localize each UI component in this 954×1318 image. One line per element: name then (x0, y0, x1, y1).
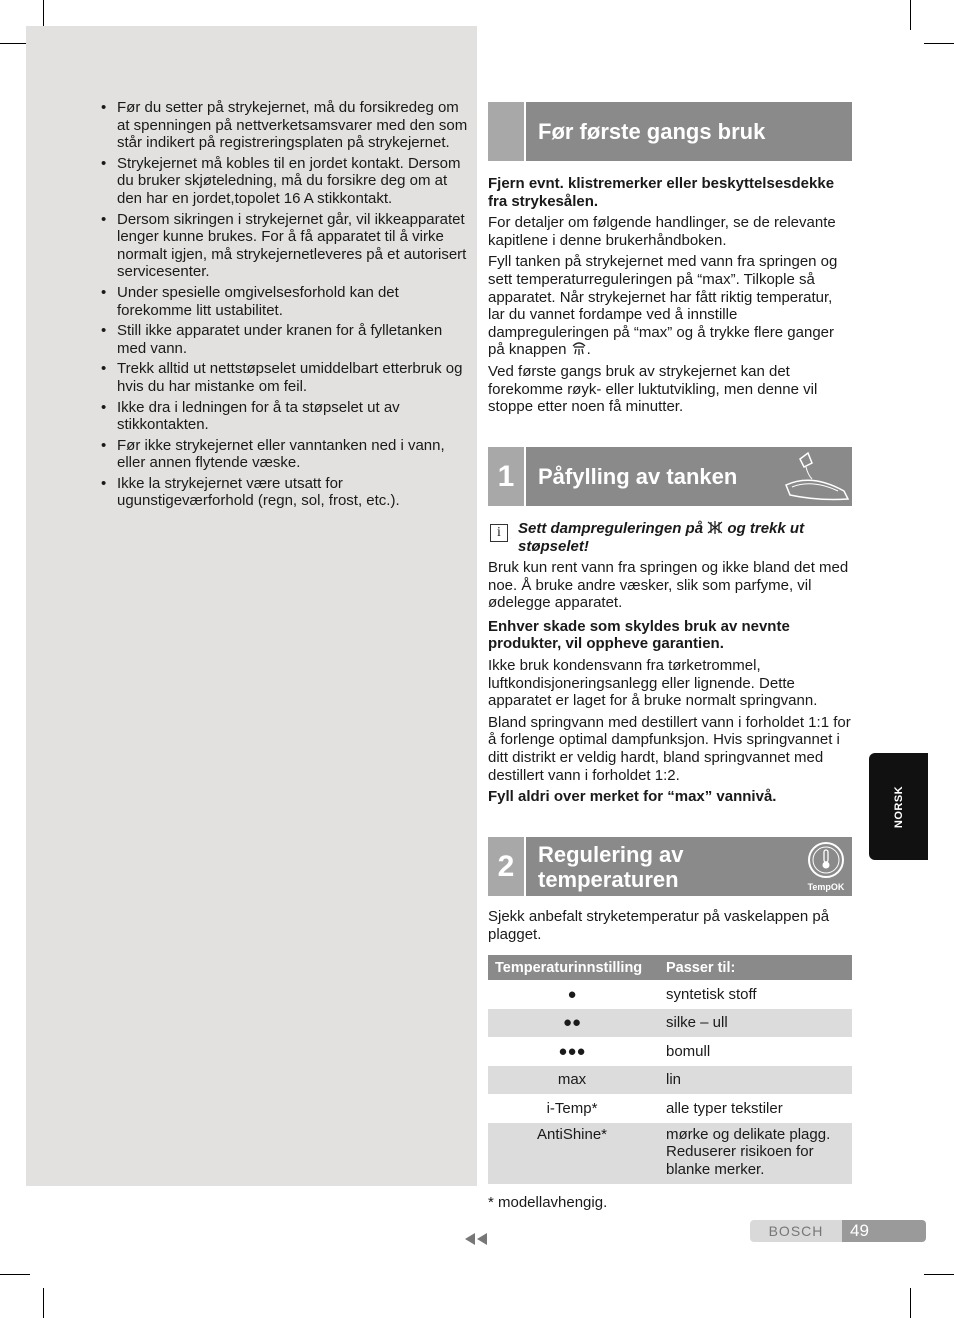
list-item: • Før du setter på strykejernet, må du forsikredeg om at spenningen på nettverketsamsvarer med den som står indikert på registreringsplaten på strykejernet. (100, 99, 470, 152)
back-arrows-icon (465, 1232, 489, 1246)
section-header-first-use (488, 102, 852, 161)
crop-mark (0, 1274, 30, 1275)
setting-cell: ●● (488, 1009, 656, 1038)
paragraph: Ved første gangs bruk av strykejernet kan det forekomme røyk- eller luktutvikling, men denne vil stoppe etter noen få minutter. (488, 362, 818, 416)
note-text: Sett dampreguleringen på (518, 520, 704, 537)
setting-cell: ● (567, 985, 577, 1003)
brand-label: BOSCH (750, 1220, 842, 1242)
page-number: 49 (842, 1220, 926, 1242)
table-row (488, 1066, 852, 1095)
crop-mark (924, 43, 954, 44)
bold-paragraph: Fyll aldri over merket for “max” vannivå. (488, 788, 777, 806)
setting-cell: i-Temp* (546, 1099, 598, 1117)
first-use-text (488, 175, 852, 420)
no-steam-icon (707, 520, 723, 535)
temperature-table (488, 955, 852, 1184)
section-number: 1 (488, 447, 524, 506)
table-row (488, 1123, 852, 1184)
crop-mark (43, 1288, 44, 1318)
paragraph: Ikke bruk kondensvann fra tørketrommel, luftkondisjoneringsanlegg eller lignende. Dette apparatet er laget for å bruke normalt springvann. (488, 656, 818, 710)
fabric-cell: silke – ull (656, 1009, 852, 1038)
column-header: Temperaturinnstilling (488, 955, 656, 980)
iron-fill-icon (782, 447, 852, 505)
logo-text: TempOK (807, 882, 845, 892)
table-header-row (488, 955, 852, 980)
steam-shot-icon (571, 341, 587, 356)
paragraph: Bruk kun rent vann fra springen og ikke bland det med noe. Å bruke andre væsker, slik som parfyme, vil ødelegge apparatet. (488, 559, 849, 612)
list-item: • Under spesielle omgivelsesforhold kan det forekomme litt ustabilitet. (100, 284, 470, 319)
list-item: • Dersom sikringen i strykejernet går, vil ikkeapparatet lenger kunne brukes. For å få apparatet til å virke normalt igjen, må strykejernetleveres på et autorisert servicesenter. (100, 211, 470, 281)
table-row (488, 980, 852, 1009)
section-number: 2 (488, 837, 524, 896)
temperature-intro: Sjekk anbefalt stryketemperatur på vaskelappen på plagget. (488, 908, 830, 943)
list-item: • Ikke dra i ledningen for å ta støpselet ut av stikkontakten. (100, 399, 470, 434)
section-title: Før første gangs bruk (538, 119, 766, 144)
fabric-cell: alle typer tekstiler (666, 1099, 783, 1117)
fabric-cell: lin (656, 1066, 852, 1095)
language-tab (869, 753, 928, 860)
paragraph: Bland springvann med destillert vann i forholdet 1:1 for å forlenge optimal dampfunksjon. Hvis springvannet i ditt distrikt er veldig hardt, bland springvannet med destillert vann i forholdet 1:2. (488, 713, 851, 784)
list-item: • Still ikke apparatet under kranen for å fylletanken med vann. (100, 322, 470, 357)
section-header-fill-tank (488, 447, 852, 506)
section-title: Påfylling av tanken (538, 464, 738, 489)
language-label: NORSK (892, 785, 905, 828)
fabric-cell: syntetisk stoff (666, 985, 757, 1003)
list-item: • Ikke la strykejernet være utsatt for ugunstigeværforhold (regn, sol, frost, etc.). (100, 475, 470, 510)
crop-mark (910, 0, 911, 30)
column-header: Passer til: (656, 955, 852, 980)
paragraph: For detaljer om følgende handlinger, se de relevante kapitlene i denne brukerhåndboken. (488, 214, 836, 249)
footnote: * modellavhengig. (488, 1194, 608, 1211)
tempok-logo (806, 841, 846, 891)
setting-cell: AntiShine* (488, 1123, 656, 1184)
thermometer-icon (806, 841, 846, 879)
info-icon: i (490, 524, 508, 542)
fabric-cell: mørke og delikate plagg. Reduserer risikoen for blanke merker. (656, 1123, 852, 1184)
crop-mark (910, 1288, 911, 1318)
table-row (488, 1009, 852, 1038)
list-item: • Strykejernet må kobles til en jordet kontakt. Dersom du bruker skjøteledning, må du forsikre deg om at den har en jordet,topolet 16 A stikkontakt. (100, 155, 470, 208)
table-row (488, 1037, 852, 1066)
list-item: • Trekk alltid ut nettstøpselet umiddelbart etterbruk og hvis du har mistanke om feil. (100, 360, 470, 395)
fill-tank-text (488, 559, 852, 810)
safety-list (100, 99, 470, 513)
setting-cell: ●●● (558, 1042, 586, 1060)
section-number-box (488, 102, 524, 161)
note-text: og trekk ut støpselet! (518, 520, 805, 555)
note-box (488, 520, 852, 555)
bold-paragraph: Enhver skade som skyldes bruk av nevnte produkter, vil oppheve garantien. (488, 617, 790, 653)
bold-paragraph: Fjern evnt. klistremerker eller beskyttelsesdekke fra strykesålen. (488, 175, 835, 210)
setting-cell: max (488, 1066, 656, 1095)
paragraph: Fyll tanken på strykejernet med vann fra springen og sett temperaturreguleringen på “max”. Tilkople så apparatet. Når strykejernet har fått riktig temperatur, lar du vannet fordampe ved å innstille dampreguleringen på “max” og å trykke flere ganger på knappen . (488, 253, 838, 359)
table-row (488, 1094, 852, 1123)
section-title: Regulering av temperaturen (538, 842, 684, 892)
section-header-temperature (488, 837, 852, 896)
fabric-cell: bomull (666, 1042, 711, 1060)
list-item: • Før ikke strykejernet eller vanntanken ned i vann, eller annen flytende væske. (100, 437, 470, 472)
paragraph-text: Fyll tanken på strykejernet med vann fra springen og sett temperaturreguleringen på “max”. Tilkople så apparatet. Når strykejernet har fått riktig temperatur, lar du vannet fordampe ved å innstille dampreguleringen på “max” og å trykke flere ganger på knappen (488, 253, 838, 359)
crop-mark (924, 1274, 954, 1275)
